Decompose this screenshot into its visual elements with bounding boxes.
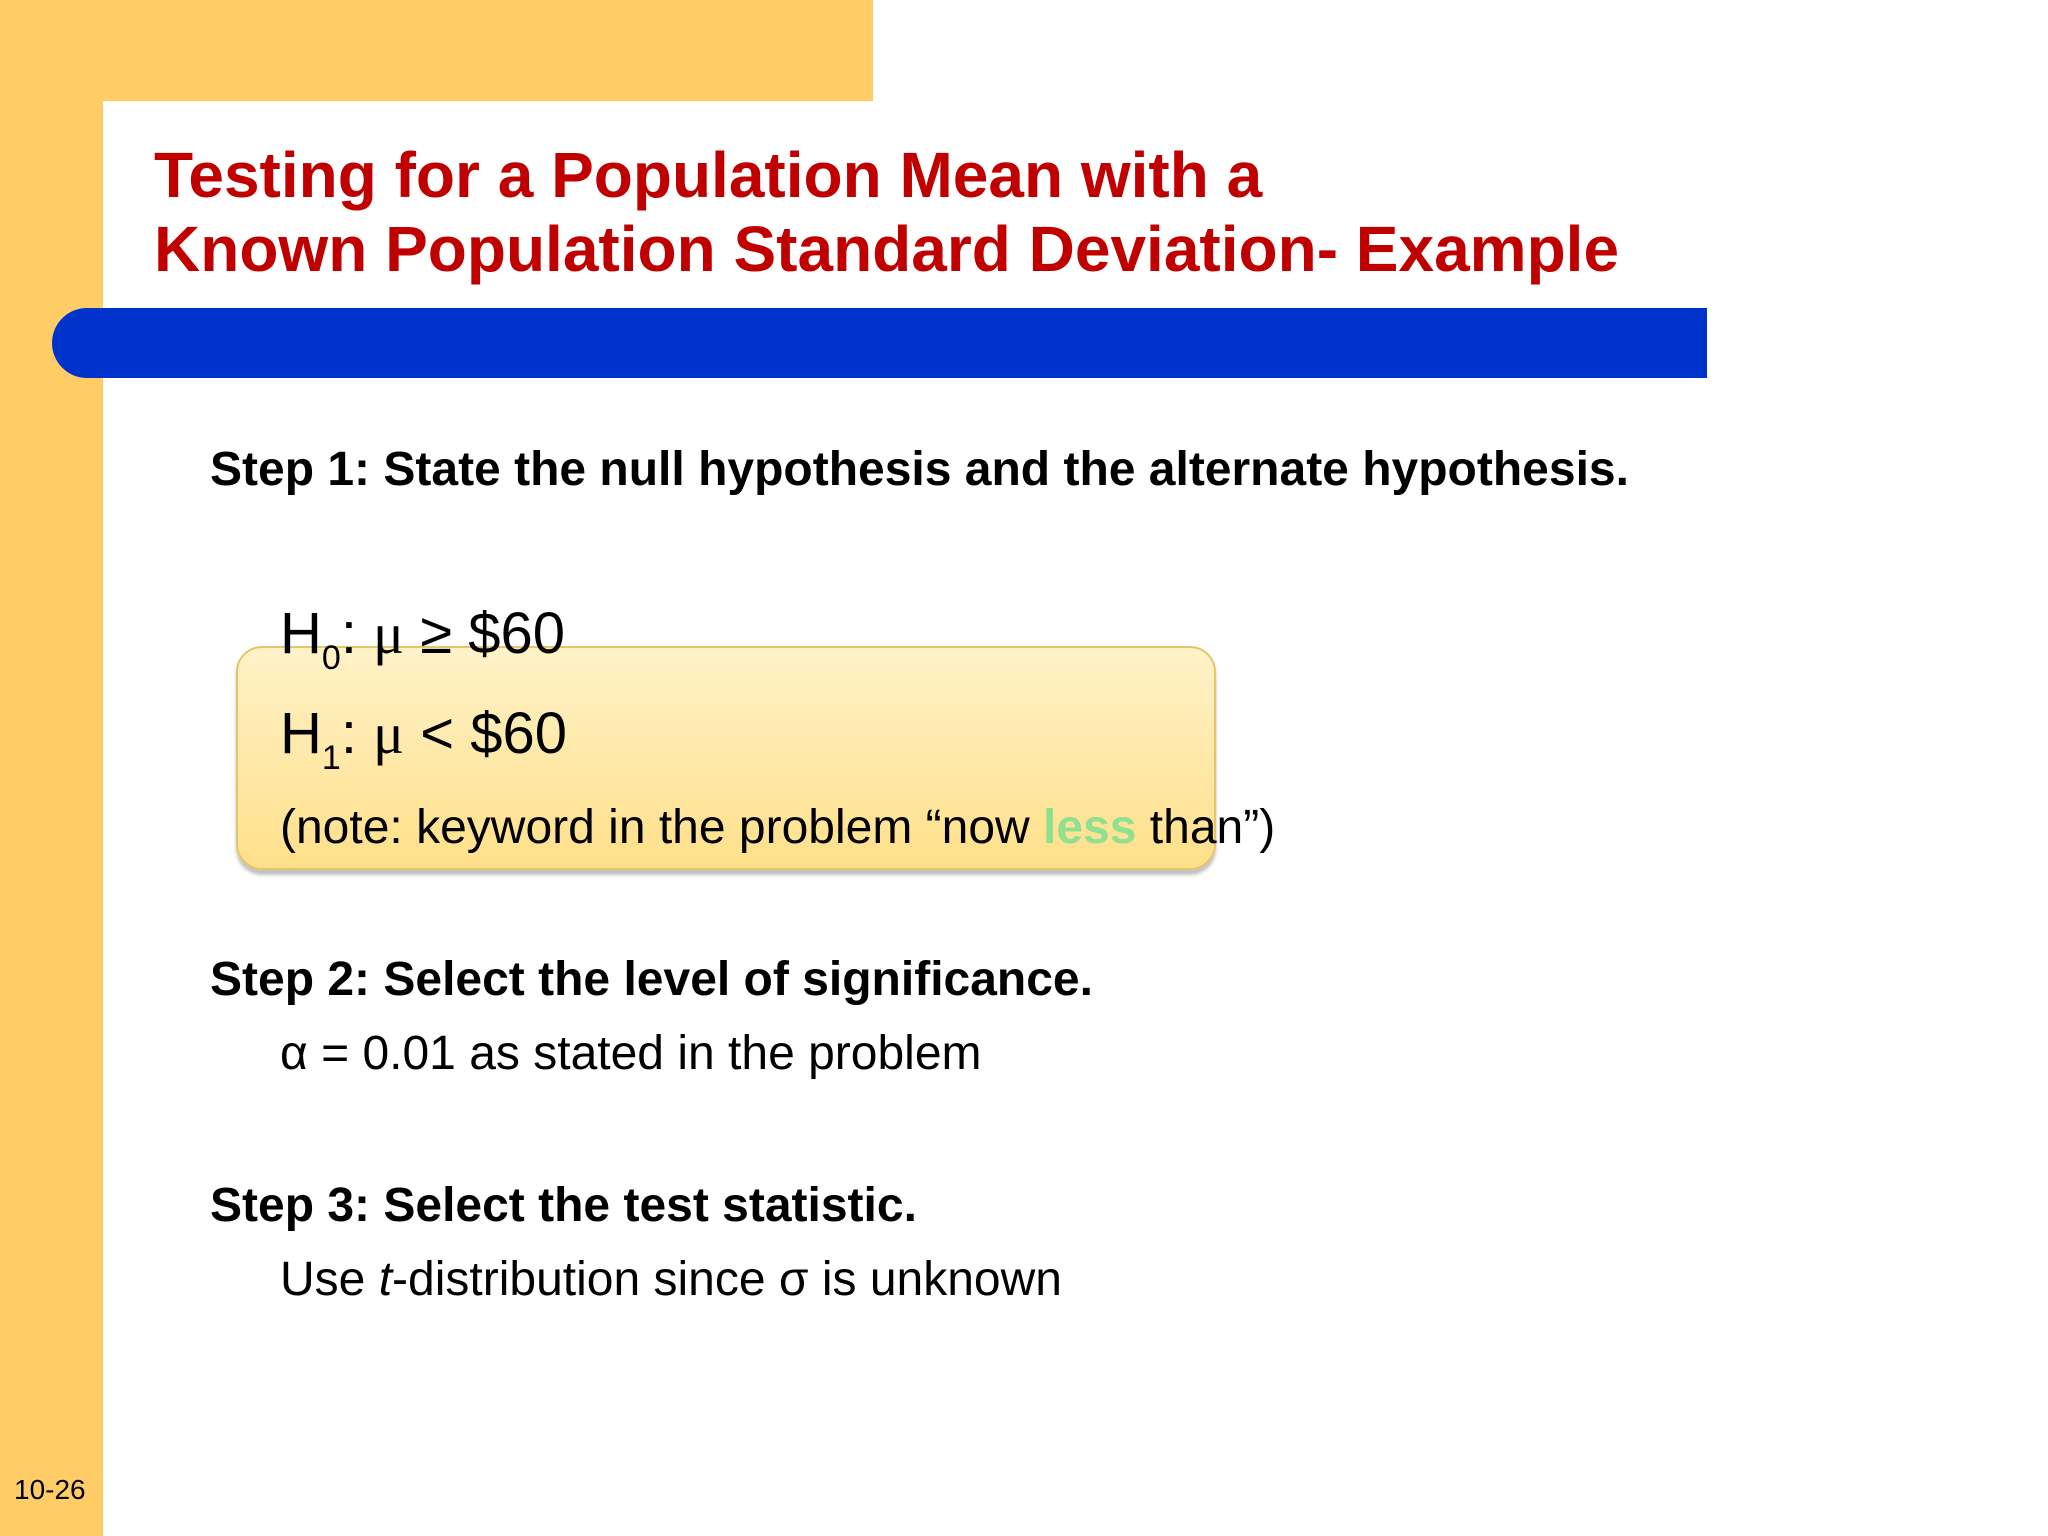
left-accent-bar bbox=[0, 0, 103, 1536]
significance-level-text: α = 0.01 as stated in the problem bbox=[280, 1027, 982, 1080]
alternate-hypothesis bbox=[280, 700, 568, 777]
test-statistic-italic: t bbox=[378, 1253, 393, 1306]
slide-number: 10-26 bbox=[14, 1474, 86, 1505]
h1-colon: : bbox=[340, 701, 374, 766]
h1-mu: μ bbox=[373, 701, 405, 766]
test-statistic-before: Use bbox=[280, 1253, 379, 1306]
null-hypothesis bbox=[280, 600, 565, 677]
keyword-note bbox=[280, 800, 1275, 855]
h0-mu: μ bbox=[373, 601, 405, 666]
title-line-2: Known Population Standard Deviation- Example bbox=[154, 213, 1620, 285]
note-text-after: than”) bbox=[1136, 801, 1276, 854]
h0-colon: : bbox=[340, 601, 374, 666]
step3-heading: Step 3: Select the test statistic. bbox=[210, 1179, 917, 1232]
test-statistic-after: -distribution since σ is unknown bbox=[392, 1253, 1062, 1306]
step2-heading: Step 2: Select the level of significance. bbox=[210, 953, 1093, 1006]
h1-subscript: 1 bbox=[321, 739, 341, 777]
note-keyword: less bbox=[1043, 801, 1137, 854]
h1-symbol: H bbox=[280, 701, 322, 766]
h1-relation: < $60 bbox=[404, 701, 568, 766]
test-statistic-text bbox=[280, 1252, 1062, 1307]
title-underline-bar bbox=[52, 308, 1707, 378]
h0-symbol: H bbox=[280, 601, 322, 666]
h0-subscript: 0 bbox=[321, 639, 341, 677]
h0-relation: ≥ $60 bbox=[404, 601, 565, 666]
slide-title bbox=[154, 138, 1854, 286]
title-line-1: Testing for a Population Mean with a bbox=[154, 139, 1263, 211]
top-accent-band bbox=[0, 0, 873, 101]
note-text-before: (note: keyword in the problem “now bbox=[280, 801, 1044, 854]
step1-heading: Step 1: State the null hypothesis and the alternate hypothesis. bbox=[210, 443, 1629, 496]
